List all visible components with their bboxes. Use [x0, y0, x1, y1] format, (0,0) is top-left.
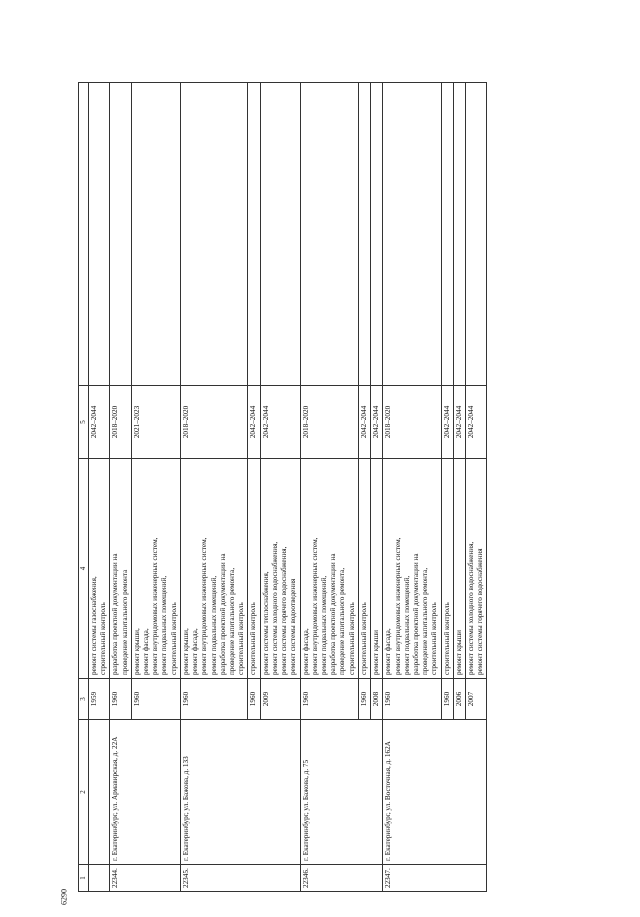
work-item: ремонт внутридомовых инженерных систем, — [393, 537, 402, 675]
cell-address: г. Екатеринбург, ул. Бажова, д. 133 — [180, 720, 300, 865]
cell-empty — [466, 83, 487, 386]
work-item: строительный контроль — [442, 602, 451, 675]
work-item: строительный контроль — [99, 602, 108, 675]
cell-address: г. Екатеринбург, ул. Восточная, д. 162А — [383, 720, 487, 865]
work-item: проведение капитального ремонта, — [228, 567, 237, 675]
table-header-row — [79, 83, 89, 892]
cell-period: 2042–2044 — [88, 386, 109, 459]
work-item: строительный контроль — [347, 602, 356, 675]
cell-period: 2018–2020 — [300, 386, 358, 459]
work-item: ремонт системы холодного водоснабжения, — [270, 541, 279, 675]
cell-year: 2009 — [260, 679, 300, 720]
cell-works — [88, 459, 109, 679]
work-item: строительный контроль — [359, 602, 368, 675]
cell-number: 22346. — [300, 865, 383, 892]
cell-year: 2008 — [371, 679, 383, 720]
header-col-1: 1 — [79, 865, 89, 892]
work-item: ремонт системы горячего водоснабжения — [476, 548, 485, 675]
cell-empty — [180, 83, 248, 386]
cell-year: 1960 — [248, 679, 260, 720]
cell-works — [371, 459, 383, 679]
work-item: ремонт системы горячего водоснабжения, — [280, 546, 289, 675]
work-item: строительный контроль — [169, 602, 178, 675]
work-item: строительный контроль — [249, 602, 258, 675]
cell-year: 1960 — [358, 679, 370, 720]
cell-period: 2018–2020 — [110, 386, 131, 459]
cell-empty — [110, 83, 131, 386]
cell-year: 1960 — [300, 679, 358, 720]
cell-empty — [358, 83, 370, 386]
cell-address — [88, 720, 109, 865]
cell-year: 2007 — [466, 679, 487, 720]
work-item: ремонт фасада, — [191, 628, 200, 675]
cell-works — [180, 459, 248, 679]
work-item: ремонт крыши, — [132, 628, 141, 675]
header-col-5: 5 — [79, 386, 89, 459]
cell-works — [260, 459, 300, 679]
cell-period: 2042–2044 — [371, 386, 383, 459]
work-item: разработка проектной документации на — [329, 553, 338, 675]
cell-empty — [300, 83, 358, 386]
work-item: ремонт подвальных помещений, — [319, 575, 328, 675]
cell-number: 22345. — [180, 865, 300, 892]
cell-year: 1960 — [441, 679, 453, 720]
work-item: ремонт системы водоотведения — [289, 578, 298, 675]
work-item: ремонт фасада, — [301, 628, 310, 675]
table-row — [300, 83, 358, 892]
cell-works — [131, 459, 180, 679]
cell-works — [248, 459, 260, 679]
table-row — [180, 83, 248, 892]
work-item: проведение капитального ремонта, — [421, 567, 430, 675]
work-item: ремонт системы газоснабжения, — [89, 576, 98, 675]
cell-period: 2018–2020 — [180, 386, 248, 459]
cell-year: 1960 — [180, 679, 248, 720]
page-number: 6290 — [59, 889, 69, 905]
table-row — [383, 83, 441, 892]
cell-period: 2018–2020 — [383, 386, 441, 459]
cell-period: 2042–2044 — [358, 386, 370, 459]
work-item: ремонт системы холодного водоснабжения, — [467, 541, 476, 675]
cell-empty — [131, 83, 180, 386]
table-body — [88, 83, 487, 892]
cell-year: 2006 — [453, 679, 465, 720]
work-item: строительный контроль — [237, 602, 246, 675]
work-item: разработка проектной документации на — [218, 553, 227, 675]
work-item: ремонт внутридомовых инженерных систем, — [151, 537, 160, 675]
rotated-table-container — [78, 82, 588, 892]
page-number-wrap — [22, 445, 69, 905]
work-item: ремонт подвальных помещений, — [402, 575, 411, 675]
cell-period: 2042–2044 — [466, 386, 487, 459]
cell-period: 2042–2044 — [248, 386, 260, 459]
work-item: ремонт фасада, — [142, 628, 151, 675]
work-item: строительный контроль — [430, 602, 439, 675]
work-item: проведение капитального ремонта, — [338, 567, 347, 675]
table-row — [88, 83, 109, 892]
work-item: ремонт крыши — [372, 629, 381, 675]
cell-number: 22347. — [383, 865, 487, 892]
work-item: ремонт внутридомовых инженерных систем, — [200, 537, 209, 675]
work-item: ремонт подвальных помещений, — [160, 575, 169, 675]
cell-number — [88, 865, 109, 892]
cell-works — [441, 459, 453, 679]
cell-year: 1960 — [383, 679, 441, 720]
work-item: проведение капитального ремонта — [120, 569, 129, 675]
table-row — [110, 83, 131, 892]
work-item: ремонт системы теплоснабжения, — [261, 571, 270, 675]
work-item: ремонт внутридомовых инженерных систем, — [310, 537, 319, 675]
cell-empty — [88, 83, 109, 386]
cell-period: 2021–2023 — [131, 386, 180, 459]
work-item: ремонт крыши, — [181, 628, 190, 675]
header-col-empty — [79, 83, 89, 386]
cell-address: г. Екатеринбург, ул. Армавирская, д. 22А — [110, 720, 181, 865]
cell-period: 2042–2044 — [453, 386, 465, 459]
cell-empty — [383, 83, 441, 386]
cell-year: 1960 — [131, 679, 180, 720]
cell-empty — [260, 83, 300, 386]
work-item: разработка проектной документации на — [411, 553, 420, 675]
cell-works — [453, 459, 465, 679]
cell-year: 1959 — [88, 679, 109, 720]
cell-empty — [248, 83, 260, 386]
header-col-3: 3 — [79, 679, 89, 720]
cell-empty — [453, 83, 465, 386]
cell-empty — [441, 83, 453, 386]
work-item: ремонт фасада, — [384, 628, 393, 675]
header-col-2: 2 — [79, 720, 89, 865]
cell-period: 2042–2044 — [260, 386, 300, 459]
work-item: ремонт подвальных помещений, — [209, 575, 218, 675]
cell-works — [300, 459, 358, 679]
cell-works — [383, 459, 441, 679]
cell-works — [466, 459, 487, 679]
cell-works — [110, 459, 131, 679]
repair-schedule-table — [78, 82, 487, 892]
cell-year: 1960 — [110, 679, 131, 720]
rotated-table-frame — [78, 82, 588, 892]
header-col-4: 4 — [79, 459, 89, 679]
work-item: ремонт крыши — [454, 629, 463, 675]
cell-period: 2042–2044 — [441, 386, 453, 459]
work-item: разработка проектной документации на — [111, 553, 120, 675]
cell-empty — [371, 83, 383, 386]
cell-works — [358, 459, 370, 679]
cell-number: 22344. — [110, 865, 181, 892]
cell-address: г. Екатеринбург, ул. Бажова, д. 75 — [300, 720, 383, 865]
